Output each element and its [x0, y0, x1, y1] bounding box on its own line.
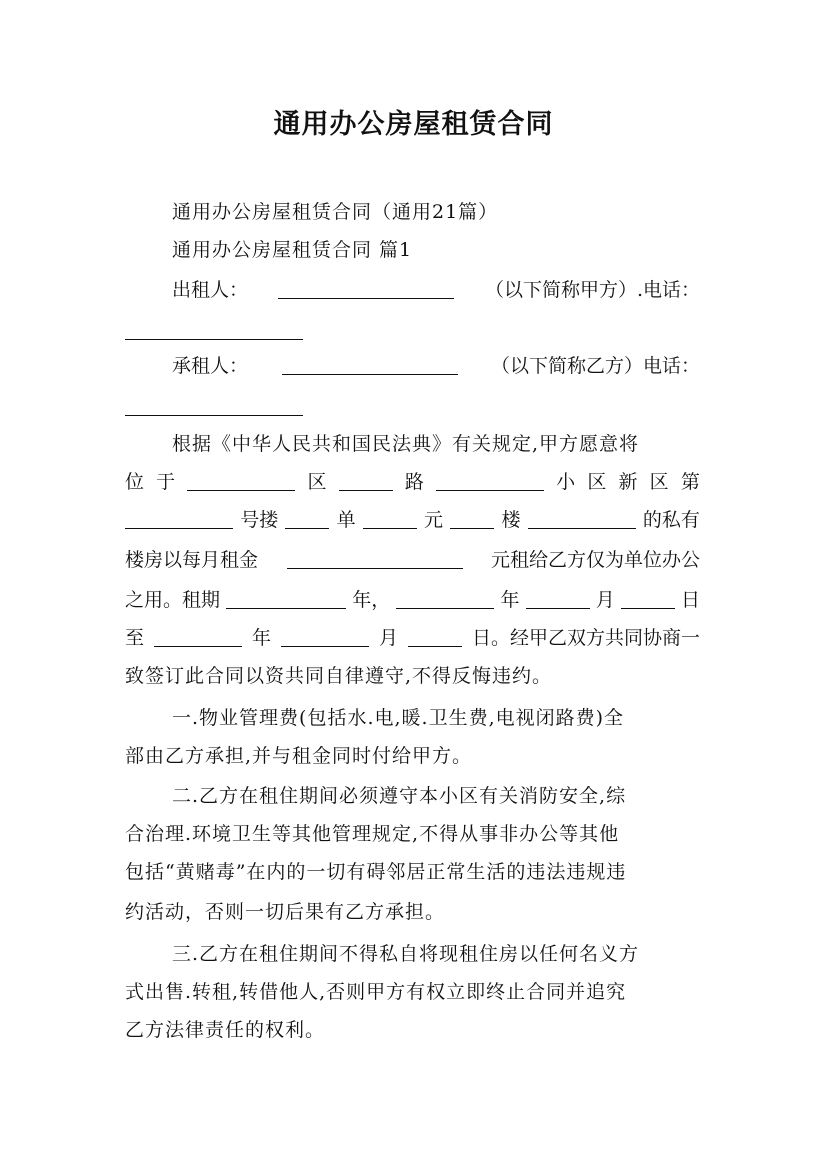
- clause-2-line: 二.乙方在租住期间必须遵守本小区有关消防安全,综: [172, 785, 627, 807]
- clause-2-line: 包括“黄赌毒”在内的一切有碍邻居正常生活的违法违规违: [125, 861, 627, 883]
- clause-3-line: 式出售.转租,转借他人,否则甲方有权立即终止合同并追究: [125, 981, 627, 1003]
- clause-3-line: 乙方法律责任的权利。: [125, 1019, 326, 1041]
- lessor-line: 出租人： （以下简称甲方）.电话：: [172, 279, 700, 301]
- clause-2-line: 约活动，否则一切后果有乙方承担。: [125, 901, 446, 923]
- clause-2-line: 合治理.环境卫生等其他管理规定,不得从事非办公等其他: [125, 823, 620, 845]
- document-title: 通用办公房屋租赁合同: [273, 109, 554, 140]
- clause-1-line: 一.物业管理费(包括水.电,暖.卫生费,电视闭路费)全: [172, 707, 625, 729]
- lessor-phone-line: [125, 316, 700, 340]
- subtitle: 通用办公房屋租赁合同（通用21篇）: [172, 201, 499, 223]
- lessee-phone-line: [125, 392, 700, 416]
- paragraph-line: 致签订此合同以资共同自律遵守,不得反悔违约。: [125, 665, 553, 687]
- paragraph-line: 至 年 月 日。经甲乙双方共同协商一: [125, 627, 700, 649]
- paragraph-line: 根据《中华人民共和国民法典》有关规定,甲方愿意将: [172, 433, 640, 455]
- clause-3-line: 三.乙方在租住期间不得私自将现租住房以任何名义方: [172, 943, 640, 965]
- paragraph-line: 之用。租期 年， 年 月 日: [125, 589, 700, 611]
- paragraph-line: 位 于 区 路 小 区 新 区 第: [125, 471, 700, 493]
- section-heading: 通用办公房屋租赁合同 篇1: [172, 239, 413, 261]
- paragraph-line: 楼房以每月租金 元租给乙方仅为单位办公: [125, 549, 700, 571]
- lessee-line: 承租人： （以下简称乙方）电话：: [172, 355, 700, 377]
- paragraph-line: 号搂 单 元 楼 的私有: [125, 508, 700, 532]
- clause-1-line: 部由乙方承担,并与租金同时付给甲方。: [125, 745, 473, 767]
